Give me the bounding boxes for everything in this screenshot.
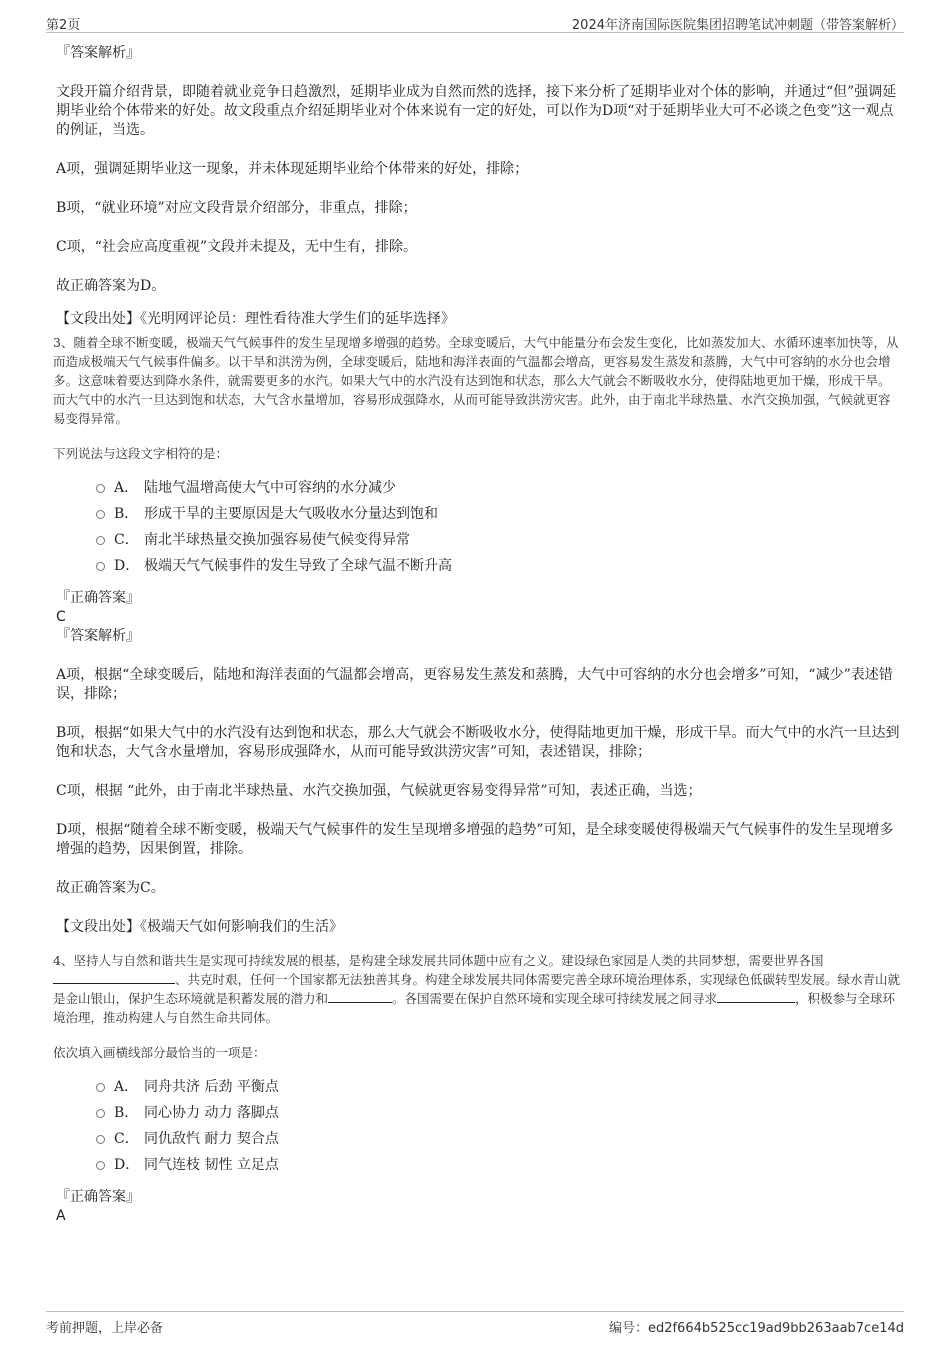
question-4-stem <box>53 951 900 1027</box>
option-letter: D． <box>114 1157 140 1173</box>
analysis-option-a: A项，根据“全球变暖后，陆地和海洋表面的气温都会增高，更容易发生蒸发和蒸腾，大气中可容纳的水分也会增多”可知，“减少”表述错误，排除； <box>56 667 893 702</box>
option-text: 同舟共济 后劲 平衡点 <box>144 1079 279 1095</box>
page-footer <box>46 1311 904 1336</box>
radio-button-icon[interactable] <box>96 484 105 493</box>
option-b[interactable] <box>96 1100 900 1126</box>
code-value: ed2f664b525cc19ad9bb263aab7ce14d <box>647 1321 904 1336</box>
option-text: 同气连枝 韧性 立足点 <box>144 1157 279 1173</box>
option-c[interactable] <box>96 1126 900 1152</box>
option-text: 形成干旱的主要原因是大气吸收水分量达到饱和 <box>144 506 438 522</box>
radio-button-icon[interactable] <box>96 1161 105 1170</box>
passage-source: 【文段出处】《光明网评论员：理性看待准大学生们的延毕选择》 <box>56 311 455 327</box>
option-text: 同心协力 动力 落脚点 <box>144 1105 279 1121</box>
correct-answer-label: 『正确答案』 <box>56 590 140 606</box>
page-header <box>46 12 904 33</box>
analysis-option-a: A项，强调延期毕业这一现象，并未体现延期毕业给个体带来的好处，排除； <box>56 161 529 177</box>
option-c[interactable] <box>96 527 900 553</box>
analysis-conclusion: 故正确答案为D。 <box>56 278 166 294</box>
correct-answer: C <box>56 609 66 625</box>
option-text: 极端天气气候事件的发生导致了全球气温不断升高 <box>144 558 452 574</box>
analysis-conclusion: 故正确答案为C。 <box>56 880 165 896</box>
document-code <box>609 1317 904 1336</box>
radio-button-icon[interactable] <box>96 536 105 545</box>
fill-blank-2 <box>328 990 392 1003</box>
question-3-prompt: 下列说法与这段文字相符的是： <box>53 446 229 461</box>
option-d[interactable] <box>96 1152 900 1178</box>
option-letter: D． <box>114 558 140 574</box>
stem-part: ，积极参与全球环境治理，推动构建人与自然生命共同体。 <box>53 991 896 1025</box>
footer-slogan: 考前押题，上岸必备 <box>46 1321 164 1336</box>
option-a[interactable] <box>96 1074 900 1100</box>
question-4-prompt: 依次填入画横线部分最恰当的一项是： <box>53 1045 266 1060</box>
correct-answer-label: 『正确答案』 <box>56 1189 140 1205</box>
option-letter: A． <box>114 480 139 496</box>
option-letter: B． <box>114 1105 139 1121</box>
fill-blank-1 <box>53 971 175 984</box>
correct-answer: A <box>56 1208 66 1224</box>
option-letter: B． <box>114 506 139 522</box>
option-a[interactable] <box>96 475 900 501</box>
fill-blank-3 <box>717 990 795 1003</box>
page-content <box>53 44 901 1226</box>
option-d[interactable] <box>96 553 900 579</box>
question-4-options <box>96 1074 900 1178</box>
option-text: 同仇敌忾 耐力 契合点 <box>144 1131 279 1147</box>
stem-part: 、共克时艰，任何一个国家都无法独善其身。构建全球发展共同体需要完善全球环境治理体系，实现绿色低碳转型发展。绿水青山就是金山银山，保护生态环境就是积蓄发展的潜力和 <box>53 972 901 1006</box>
analysis-option-c: C项，根据 “此外，由于南北半球热量、水汽交换加强，气候就更容易变得异常”可知，表述正确，当选； <box>56 783 702 799</box>
option-letter: C． <box>114 532 139 548</box>
radio-button-icon[interactable] <box>96 562 105 571</box>
question-3-stem: 3、随着全球不断变暖，极端天气气候事件的发生呈现增多增强的趋势。全球变暖后，大气中能量分布会发生变化，比如蒸发加大、水循环速率加快等，从而造成极端天气气候事件偏多。以干旱和洪涝为例，全球变暖后，陆地和海洋表面的气温都会增高，更容易发生蒸发和蒸腾，大气中可容纳的水分也会增多。这意味着要达到降水条件，就需要更多的水汽。如果大气中的水汽没有达到饱和状态，那么大气就会不断吸收水分，使得陆地更加干燥，形成干旱。而大气中的水汽一旦达到饱和状态，大气含水量增加，容易形成强降水，从而可能导致洪涝灾害。此外，由于南北半球热量、水汽交换加强，气候就更容易变得异常。 <box>53 335 899 426</box>
radio-button-icon[interactable] <box>96 1135 105 1144</box>
question-3-options <box>96 475 900 579</box>
analysis-option-c: C项，“社会应高度重视”文段并未提及，无中生有，排除。 <box>56 239 418 255</box>
code-label: 编号： <box>608 1321 648 1336</box>
stem-part: 。各国需要在保护自然环境和实现全球可持续发展之间寻求 <box>392 991 718 1006</box>
passage-source: 【文段出处】《极端天气如何影响我们的生活》 <box>56 919 343 935</box>
option-b[interactable] <box>96 501 900 527</box>
radio-button-icon[interactable] <box>96 1083 105 1092</box>
option-text: 南北半球热量交换加强容易使气候变得异常 <box>144 532 410 548</box>
page-number: 第2页 <box>46 18 81 33</box>
analysis-option-b: B项，“就业环境”对应文段背景介绍部分，非重点，排除； <box>56 200 417 216</box>
option-letter: A． <box>114 1079 139 1095</box>
radio-button-icon[interactable] <box>96 510 105 519</box>
option-text: 陆地气温增高使大气中可容纳的水分减少 <box>144 480 396 496</box>
analysis-option-d: D项，根据“随着全球不断变暖，极端天气气候事件的发生呈现增多增强的趋势”可知，是全球变暖使得极端天气气候事件的发生呈现增多增强的趋势，因果倒置，排除。 <box>56 822 894 857</box>
document-title: 2024年济南国际医院集团招聘笔试冲刺题（带答案解析） <box>571 18 904 33</box>
analysis-paragraph: 文段开篇介绍背景，即随着就业竞争日趋激烈，延期毕业成为自然而然的选择，接下来分析了延期毕业对个体的影响，并通过“但”强调延期毕业给个体带来的好处。故文段重点介绍延期毕业对个体来说有一定的好处，可以作为D项“对于延期毕业大可不必谈之色变”这一观点的例证，当选。 <box>56 84 897 138</box>
option-letter: C． <box>114 1131 139 1147</box>
radio-button-icon[interactable] <box>96 1109 105 1118</box>
analysis-label: 『答案解析』 <box>56 628 140 644</box>
analysis-option-b: B项，根据“如果大气中的水汽没有达到饱和状态，那么大气就会不断吸收水分，使得陆地更加干燥，形成干旱。而大气中的水汽一旦达到饱和状态，大气含水量增加，容易形成强降水，从而可能导致洪涝灾害”可知，表述错误，排除； <box>56 725 900 760</box>
stem-part: 4、坚持人与自然和谐共生是实现可持续发展的根基，是构建全球发展共同体题中应有之义。建设绿色家园是人类的共同梦想，需要世界各国 <box>53 953 824 968</box>
analysis-label: 『答案解析』 <box>56 45 140 61</box>
